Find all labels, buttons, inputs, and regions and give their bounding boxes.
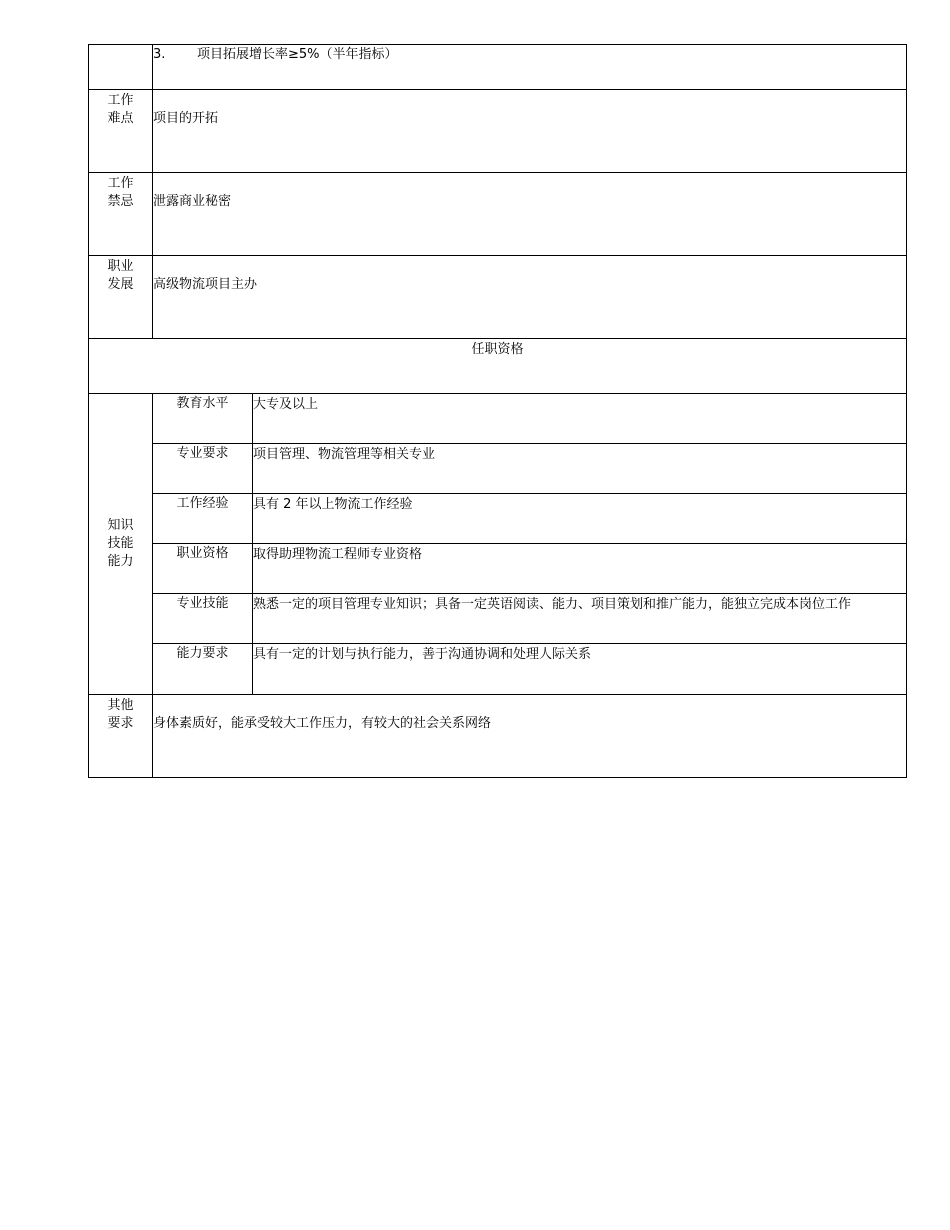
difficulty-row <box>89 90 907 173</box>
taboo-row <box>89 173 907 256</box>
ability-label: 能力要求 <box>153 644 253 695</box>
certification-label: 职业资格 <box>153 544 253 594</box>
qualification-row <box>89 544 907 594</box>
major-label: 专业要求 <box>153 444 253 494</box>
qualification-row <box>89 494 907 544</box>
qualification-row <box>89 644 907 695</box>
education-value: 大专及以上 <box>253 394 907 444</box>
professional-skill-value: 熟悉一定的项目管理专业知识；具备一定英语阅读、能力、项目策划和推广能力，能独立完成本岗位工作 <box>253 594 907 644</box>
ability-value: 具有一定的计划与执行能力，善于沟通协调和处理人际关系 <box>253 644 907 695</box>
qualification-row <box>89 394 907 444</box>
knowledge-skill-ability-label: 知识 技能 能力 <box>89 394 153 695</box>
qualification-row <box>89 594 907 644</box>
career-label: 职业 发展 <box>89 256 153 339</box>
taboo-label: 工作 禁忌 <box>89 173 153 256</box>
kpi-item-text: 项目拓展增长率≥5%（半年指标） <box>197 47 398 62</box>
kpi-label-cell <box>89 45 153 90</box>
difficulty-value: 项目的开拓 <box>153 90 907 173</box>
certification-value: 取得助理物流工程师专业资格 <box>253 544 907 594</box>
other-row <box>89 695 907 778</box>
section-title: 任职资格 <box>89 339 907 394</box>
professional-skill-label: 专业技能 <box>153 594 253 644</box>
qualification-row <box>89 444 907 494</box>
kpi-item-number: 3. <box>153 47 166 62</box>
other-value: 身体素质好，能承受较大工作压力，有较大的社会关系网络 <box>153 695 907 778</box>
other-label: 其他 要求 <box>89 695 153 778</box>
experience-label: 工作经验 <box>153 494 253 544</box>
job-description-table <box>88 44 907 778</box>
career-row <box>89 256 907 339</box>
taboo-value: 泄露商业秘密 <box>153 173 907 256</box>
kpi-row <box>89 45 907 90</box>
difficulty-label: 工作 难点 <box>89 90 153 173</box>
qualification-title-row <box>89 339 907 394</box>
experience-value: 具有 2 年以上物流工作经验 <box>253 494 907 544</box>
kpi-content-cell <box>153 45 907 90</box>
major-value: 项目管理、物流管理等相关专业 <box>253 444 907 494</box>
education-label: 教育水平 <box>153 394 253 444</box>
career-value: 高级物流项目主办 <box>153 256 907 339</box>
